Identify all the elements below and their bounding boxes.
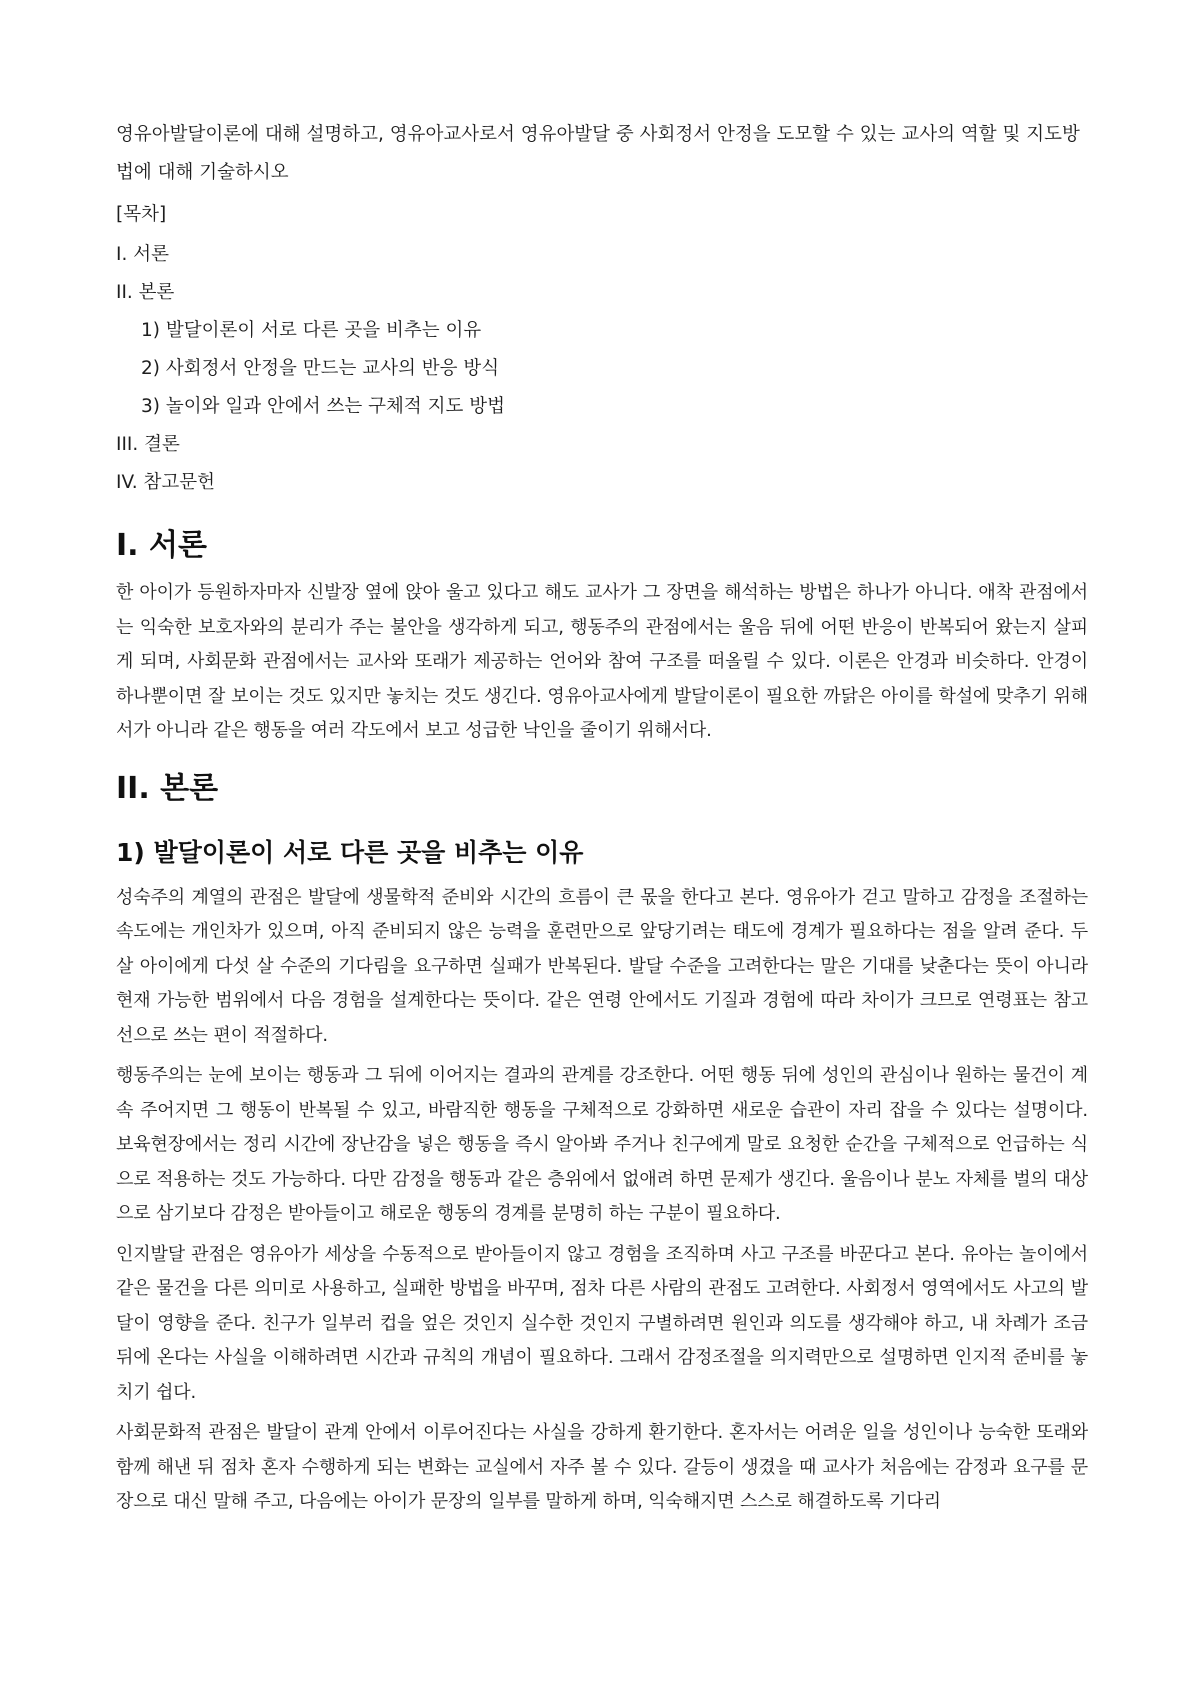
section1-paragraph-4: 사회문화적 관점은 발달이 관계 안에서 이루어진다는 사실을 강하게 환기한다. 혼자서는 어려운 일을 성인이나 능숙한 또래와 함께 해낸 뒤 점차 혼자 수행하게 되는 변화는 교실에서 자주 볼 수 있다. 갈등이 생겼을 때 교사가 처음에는 감정과 요구를 문장으로 대신 말해 주고, 다음에는 아이가 문장의 일부를 말하게 하며, 익숙해지면 스스로 해결하도록 기다리 bbox=[116, 1422, 1088, 1512]
toc-item-references: IV. 참고문헌 bbox=[116, 472, 215, 493]
toc-item-body-3: 3) 놀이와 일과 안에서 쓰는 구체적 지도 방법 bbox=[141, 396, 505, 417]
section1-paragraph-1: 성숙주의 계열의 관점은 발달에 생물학적 준비와 시간의 흐름이 큰 몫을 한다고 본다. 영유아가 걷고 말하고 감정을 조절하는 속도에는 개인차가 있으며, 아직 준비되지 않은 능력을 훈련만으로 앞당기려는 태도에 경계가 필요하다는 점을 알려 준다. 두 살 아이에게 다섯 살 수준의 기다림을 요구하면 실패가 반복된다. 발달 수준을 고려한다는 말은 기대를 낮춘다는 뜻이 아니라 현재 가능한 범위에서 다음 경험을 설계한다는 뜻이다. 같은 연령 안에서도 기질과 경험에 따라 차이가 크므로 연령표는 참고선으로 쓰는 편이 적절하다. bbox=[116, 886, 1088, 1046]
toc-item-body-1: 1) 발달이론이 서로 다른 곳을 비추는 이유 bbox=[141, 320, 482, 341]
body-heading: II. 본론 bbox=[116, 770, 219, 806]
section1-heading: 1) 발달이론이 서로 다른 곳을 비추는 이유 bbox=[116, 837, 584, 867]
assignment-question: 영유아발달이론에 대해 설명하고, 영유아교사로서 영유아발달 중 사회정서 안정을 도모할 수 있는 교사의 역할 및 지도방법에 대해 기술하시오 bbox=[116, 124, 1080, 183]
toc-item-body-2: 2) 사회정서 안정을 만드는 교사의 반응 방식 bbox=[141, 358, 500, 379]
toc-item-conclusion: III. 결론 bbox=[116, 434, 180, 455]
table-of-contents bbox=[116, 196, 1088, 502]
section1-paragraph-3: 인지발달 관점은 영유아가 세상을 수동적으로 받아들이지 않고 경험을 조직하며 사고 구조를 바꾼다고 본다. 유아는 놀이에서 같은 물건을 다른 의미로 사용하고, 실패한 방법을 바꾸며, 점차 다른 사람의 관점도 고려한다. 사회정서 영역에서도 사고의 발달이 영향을 준다. 친구가 일부러 컵을 엎은 것인지 실수한 것인지 구별하려면 원인과 의도를 생각해야 하고, 내 차례가 조금 뒤에 온다는 사실을 이해하려면 시간과 규칙의 개념이 필요하다. 그래서 감정조절을 의지력만으로 설명하면 인지적 준비를 놓치기 쉽다. bbox=[116, 1243, 1088, 1403]
toc-label: [목차] bbox=[116, 204, 167, 225]
toc-item-body: II. 본론 bbox=[116, 282, 175, 303]
section1-paragraph-2: 행동주의는 눈에 보이는 행동과 그 뒤에 이어지는 결과의 관계를 강조한다. 어떤 행동 뒤에 성인의 관심이나 원하는 물건이 계속 주어지면 그 행동이 반복될 수 있고, 바람직한 행동을 구체적으로 강화하면 새로운 습관이 자리 잡을 수 있다는 설명이다. 보육현장에서는 정리 시간에 장난감을 넣은 행동을 즉시 알아봐 주거나 친구에게 말로 요청한 순간을 구체적으로 언급하는 식으로 적용하는 것도 가능하다. 다만 감정을 행동과 같은 층위에서 없애려 하면 문제가 생긴다. 울음이나 분노 자체를 벌의 대상으로 삼기보다 감정은 받아들이고 해로운 행동의 경계를 분명히 하는 구분이 필요하다. bbox=[116, 1065, 1088, 1224]
toc-item-intro: I. 서론 bbox=[116, 244, 169, 265]
intro-heading: I. 서론 bbox=[116, 528, 207, 563]
intro-paragraph: 한 아이가 등원하자마자 신발장 옆에 앉아 울고 있다고 해도 교사가 그 장면을 해석하는 방법은 하나가 아니다. 애착 관점에서는 익숙한 보호자와의 분리가 주는 불안을 생각하게 되고, 행동주의 관점에서는 울음 뒤에 어떤 반응이 반복되어 왔는지 살피게 되며, 사회문화 관점에서는 교사와 또래가 제공하는 언어와 참여 구조를 떠올릴 수 있다. 이론은 안경과 비슷하다. 안경이 하나뿐이면 잘 보이는 것도 있지만 놓치는 것도 생긴다. 영유아교사에게 발달이론이 필요한 까닭은 아이를 학설에 맞추기 위해서가 아니라 같은 행동을 여러 각도에서 보고 성급한 낙인을 줄이기 위해서다. bbox=[116, 582, 1088, 741]
